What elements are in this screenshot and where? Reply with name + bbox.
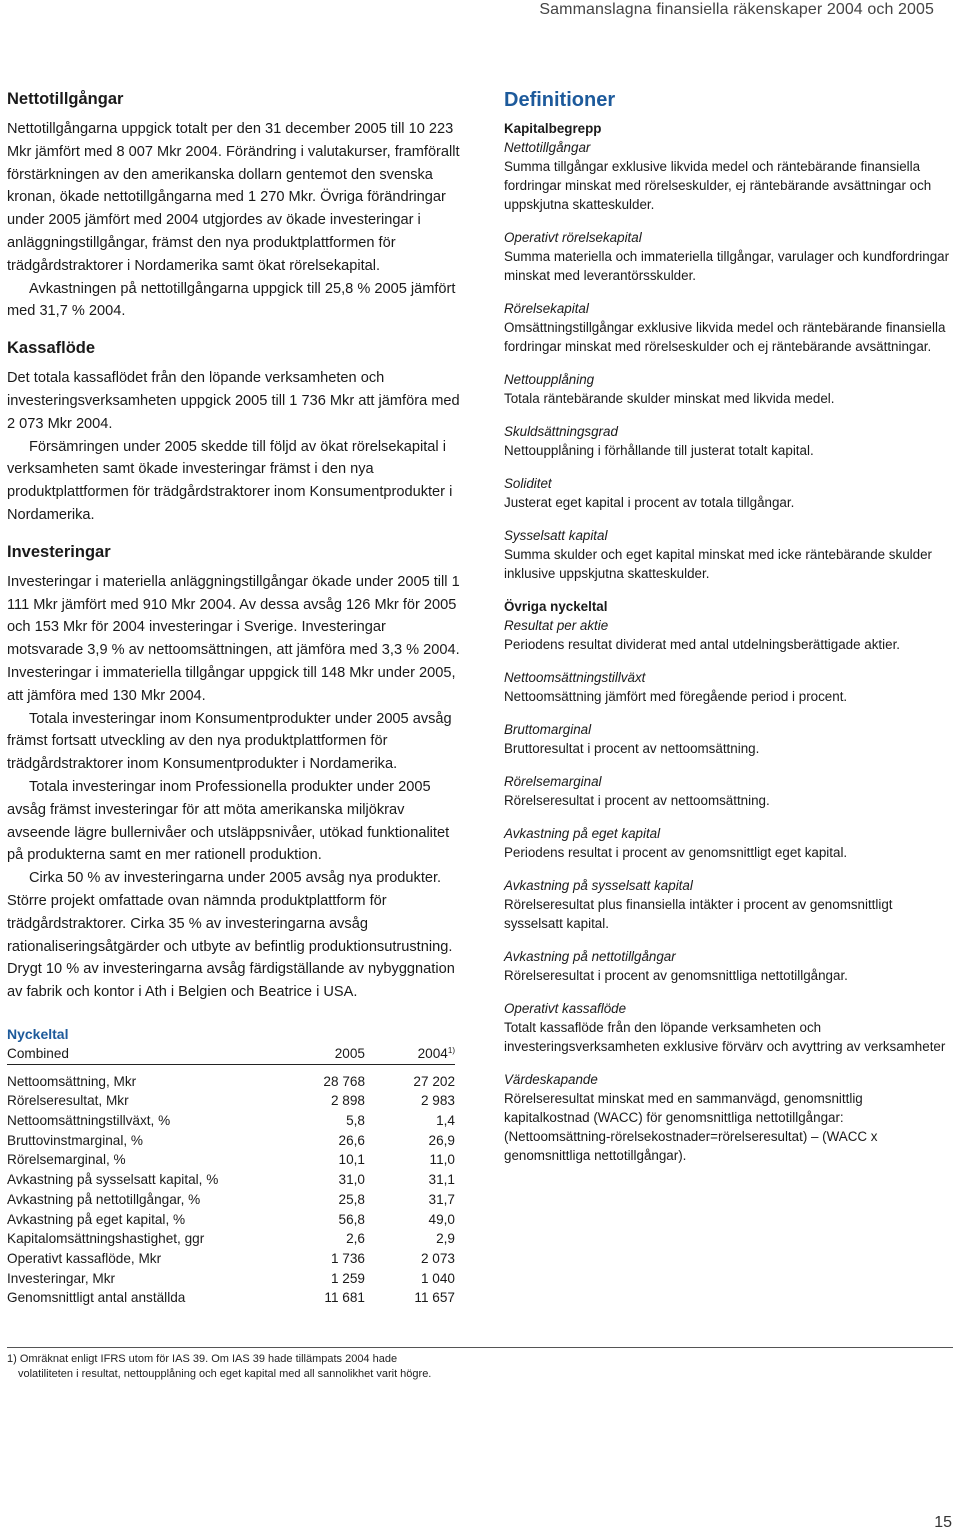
value-2004: 26,9 xyxy=(428,1132,455,1148)
value-2005: 31,0 xyxy=(338,1172,365,1188)
definition-text: Periodens resultat dividerat med antal utdelningsberättigade aktier. xyxy=(504,637,901,652)
table-row xyxy=(7,1131,455,1151)
definition-text: Rörelseresultat plus finansiella intäkter i procent av genomsnittligt sysselsatt kapital. xyxy=(504,897,893,931)
definitions-title: Definitioner xyxy=(504,89,616,111)
column-header-2004 xyxy=(365,1044,455,1064)
definition-text: Omsättningstillgångar exklusive likvida medel och räntebärande finansiella fordringar minskat med rörelseskulder och ej räntebärande avsättningar. xyxy=(504,320,946,354)
table-row xyxy=(7,1150,455,1170)
value-2005: 1 736 xyxy=(330,1250,365,1266)
definition-term: Värdeskapande xyxy=(504,1072,598,1087)
section-body xyxy=(7,367,465,527)
section-body xyxy=(7,118,465,323)
paragraph: Det totala kassaflödet från den löpande verksamheten och investeringsverksamheten uppgick 2005 till 1 736 Mkr att jämföra med 2 073 Mkr 2004. xyxy=(7,370,460,432)
definition-text: Summa materiella och immateriella tillgångar, varulager och kundfordringar minskat med leverantörsskulder. xyxy=(504,249,950,283)
definition-item xyxy=(504,668,952,706)
definition-term: Rörelsekapital xyxy=(504,301,589,316)
definition-term: Avkastning på eget kapital xyxy=(504,826,661,841)
value-2005: 26,6 xyxy=(338,1132,365,1148)
row-label: Nettoomsättning, Mkr xyxy=(7,1073,137,1089)
value-2004: 2 983 xyxy=(420,1093,455,1109)
section-investeringar xyxy=(7,541,465,1004)
definition-term: Operativt kassaflöde xyxy=(504,1001,627,1016)
definition-text: Totala räntebärande skulder minskat med likvida medel. xyxy=(504,391,835,406)
value-2005: 2,6 xyxy=(346,1231,365,1247)
value-2005: 28 768 xyxy=(323,1073,365,1089)
footnote xyxy=(7,1352,607,1382)
value-2005: 5,8 xyxy=(346,1113,365,1128)
row-label: Avkastning på sysselsatt kapital, % xyxy=(7,1172,219,1188)
definition-item xyxy=(504,228,952,285)
definition-item xyxy=(504,299,952,356)
footnote-line: volatiliteten i resultat, nettoupplåning och eget kapital med all sannolikhet varit högre. xyxy=(18,1368,432,1380)
value-2004: 1 040 xyxy=(420,1270,455,1286)
row-label: Genomsnittligt antal anställda xyxy=(7,1290,186,1306)
section-title: Nettotillgångar xyxy=(7,90,124,108)
footnote-marker: 1) xyxy=(447,1045,455,1055)
definition-term: Rörelsemarginal xyxy=(504,774,602,789)
table-row xyxy=(7,1170,455,1190)
paragraph: Nettotillgångarna uppgick totalt per den 31 december 2005 till 10 223 Mkr jämfört med 8 007 Mkr 2004. Förändring i valutakurser, framförallt förstärkningen av den amerikanska dollarn gentemot den svenska kronan, ökade nettotillgångarna med 1 270 Mkr. Övriga förändringar under 2005 jämfört med 2004 utgjordes av ökade investeringar i anläggningstillgångar, främst den nya produktplattformen för trädgårdstraktorer i Nordamerika samt ökat rörelsekapital. xyxy=(7,121,460,274)
row-label: Avkastning på nettotillgångar, % xyxy=(7,1191,201,1207)
definition-item xyxy=(504,1070,952,1165)
footnote-line: 1) Omräknat enligt IFRS utom för IAS 39. Om IAS 39 hade tillämpats 2004 hade xyxy=(7,1353,398,1365)
nyckeltal-block xyxy=(7,1024,465,1308)
definition-item xyxy=(504,876,952,933)
paragraph: Cirka 50 % av investeringarna under 2005 avsåg nya produkter. Större projekt omfattade ovan nämnda produktplattform för trädgårdstraktorer. Cirka 35 % av investeringarna avsåg rationaliseringsåtgärder och utbyte av befintlig produktionsutrustning. Drygt 10 % av investeringarna avsåg färdigställande av nybyggnation av fabrik och kontor i Ath i Belgien och Beatrice i USA. xyxy=(7,870,455,1001)
definition-text: Rörelseresultat i procent av nettoomsättning. xyxy=(504,793,770,808)
definition-item xyxy=(504,772,952,810)
section-kassaflode xyxy=(7,337,465,527)
value-2004: 31,7 xyxy=(428,1191,455,1207)
paragraph: Totala investeringar inom Konsumentprodukter under 2005 avsåg främst fortsatt utveckling av den nya produktplattformen för trädgårdstraktorer inom Konsumentprodukter i Nordamerika. xyxy=(7,710,452,773)
value-2005: 10,1 xyxy=(338,1152,365,1168)
definition-term: Skuldsättningsgrad xyxy=(504,424,618,439)
definition-text: Summa skulder och eget kapital minskat med icke räntebärande skulder inklusive uppskjutna skatteskulder. xyxy=(504,547,932,581)
table-row xyxy=(7,1288,455,1308)
definition-term: Nettoomsättningstillväxt xyxy=(504,670,646,685)
value-2004: 31,1 xyxy=(428,1172,455,1188)
section-title: Investeringar xyxy=(7,542,111,561)
row-label: Rörelsemarginal, % xyxy=(7,1152,126,1168)
value-2004: 2,9 xyxy=(436,1231,455,1247)
paragraph: Avkastningen på nettotillgångarna uppgick till 25,8 % 2005 jämfört med 31,7 % 2004. xyxy=(7,280,456,320)
definition-item xyxy=(504,526,952,583)
nyckeltal-title: Nyckeltal xyxy=(7,1025,69,1042)
definition-term: Soliditet xyxy=(504,476,552,491)
definition-item xyxy=(504,474,952,512)
definition-term: Operativt rörelsekapital xyxy=(504,230,642,245)
definition-group xyxy=(504,119,952,583)
left-column xyxy=(7,88,465,1308)
table-row xyxy=(7,1072,455,1092)
row-label: Avkastning på eget kapital, % xyxy=(7,1211,186,1227)
value-2004: 11,0 xyxy=(429,1152,455,1168)
value-2005: 2 898 xyxy=(330,1093,365,1109)
definition-text: Nettoupplåning i förhållande till justerat totalt kapital. xyxy=(504,443,814,458)
definition-term: Resultat per aktie xyxy=(504,618,609,633)
definition-item xyxy=(504,138,952,214)
definition-item xyxy=(504,616,952,654)
definition-text: Nettoomsättning jämfört med föregående period i procent. xyxy=(504,689,848,704)
row-label: Bruttovinstmarginal, % xyxy=(7,1132,143,1148)
definitions-list xyxy=(504,119,952,1165)
table-row xyxy=(7,1210,455,1230)
section-body xyxy=(7,571,465,1004)
definition-group-heading: Kapitalbegrepp xyxy=(504,121,602,136)
value-2004: 1,4 xyxy=(436,1113,455,1128)
value-2005: 1 259 xyxy=(330,1270,365,1286)
row-label: Kapitalomsättningshastighet, ggr xyxy=(7,1231,205,1247)
definition-text: Summa tillgångar exklusive likvida medel och räntebärande finansiella fordringar minskat med rörelseskulder, ej räntebärande avsättningar och uppskjutna skatteskulder. xyxy=(504,159,932,212)
table-header-row xyxy=(7,1044,455,1064)
definition-term: Nettotillgångar xyxy=(504,140,591,155)
definition-term: Avkastning på sysselsatt kapital xyxy=(504,878,693,893)
definition-term: Nettoupplåning xyxy=(504,372,595,387)
footnote-divider xyxy=(7,1347,953,1348)
definition-item xyxy=(504,720,952,758)
column-header-2004-text: 2004 xyxy=(417,1045,448,1061)
value-2004: 27 202 xyxy=(413,1073,455,1089)
nyckeltal-table xyxy=(7,1044,455,1308)
paragraph: Investeringar i materiella anläggningstillgångar ökade under 2005 till 1 111 Mkr jämfört med 910 Mkr 2004. Av dessa avsåg 126 Mkr för 2005 och 153 Mkr för 2004 investeringar i Sverige. Investeringar motsvarade 3,9 % av nettoomsättningen, att jämföra med 3,3 % 2004. Investeringar i immateriella tillgångar uppgick till 148 Mkr under 2005, att jämföra med 130 Mkr 2004. xyxy=(7,573,460,704)
section-nettotillgangar xyxy=(7,88,465,323)
definition-text: Rörelseresultat i procent av genomsnittliga nettotillgångar. xyxy=(504,968,848,983)
section-title: Kassaflöde xyxy=(7,339,96,358)
table-row xyxy=(7,1190,455,1210)
definition-text: Rörelseresultat minskat med en sammanvägd, genomsnittlig kapitalkostnad (WACC) för genomsnittliga nettotillgångar: (Nettoomsättning-rörelsekostnader=rörelseresultat) – (WACC x genomsnittliga nettotillgångar). xyxy=(504,1091,878,1163)
definition-term: Bruttomarginal xyxy=(504,722,592,737)
paragraph: Totala investeringar inom Professionella produkter under 2005 avsåg främst investeringar för att möta amerikanska miljökrav avseende lägre bullernivåer och utsläppsnivåer, utökad funktionalitet på produkterna samt en mer rationell produktion. xyxy=(7,778,450,864)
row-label: Investeringar, Mkr xyxy=(7,1270,116,1286)
table-row xyxy=(7,1249,455,1269)
value-2005: 25,8 xyxy=(338,1191,365,1207)
value-2004: 49,0 xyxy=(428,1211,455,1227)
definition-item xyxy=(504,824,952,862)
value-2005: 11 681 xyxy=(324,1290,365,1306)
column-header-2005: 2005 xyxy=(277,1044,365,1064)
column-header-label: Combined xyxy=(7,1044,277,1064)
paragraph: Försämringen under 2005 skedde till följd av ökat rörelsekapital i verksamheten samt ökade investeringar främst i den nya produktplattformen för trädgårdstraktorer inom Konsumentprodukter i Nordamerika. xyxy=(7,438,453,523)
definition-group xyxy=(504,597,952,1165)
table-row xyxy=(7,1269,455,1289)
row-label: Operativt kassaflöde, Mkr xyxy=(7,1250,162,1266)
definitions-column xyxy=(504,88,952,1179)
definition-item xyxy=(504,947,952,985)
table-row xyxy=(7,1111,455,1131)
definition-item xyxy=(504,999,952,1056)
definition-text: Bruttoresultat i procent av nettoomsättning. xyxy=(504,741,760,756)
value-2004: 11 657 xyxy=(414,1290,455,1306)
table-body xyxy=(7,1064,455,1308)
page-number: 15 xyxy=(934,1514,952,1531)
table-row xyxy=(7,1091,455,1111)
value-2004: 2 073 xyxy=(420,1250,455,1266)
definition-term: Avkastning på nettotillgångar xyxy=(504,949,676,964)
definition-text: Justerat eget kapital i procent av totala tillgångar. xyxy=(504,495,795,510)
definition-text: Totalt kassaflöde från den löpande verksamheten och investeringsverksamheten exklusive förvärv och avyttring av verksamheter xyxy=(504,1020,946,1054)
running-header: Sammanslagna finansiella räkenskaper 2004 och 2005 xyxy=(539,1,934,18)
definition-item xyxy=(504,370,952,408)
value-2005: 56,8 xyxy=(338,1211,365,1227)
definition-item xyxy=(504,422,952,460)
table-row xyxy=(7,1229,455,1249)
row-label: Rörelseresultat, Mkr xyxy=(7,1093,129,1109)
definition-group-heading: Övriga nyckeltal xyxy=(504,599,608,614)
row-label: Nettoomsättningstillväxt, % xyxy=(7,1113,171,1128)
definition-text: Periodens resultat i procent av genomsnittligt eget kapital. xyxy=(504,845,848,860)
definition-term: Sysselsatt kapital xyxy=(504,528,608,543)
